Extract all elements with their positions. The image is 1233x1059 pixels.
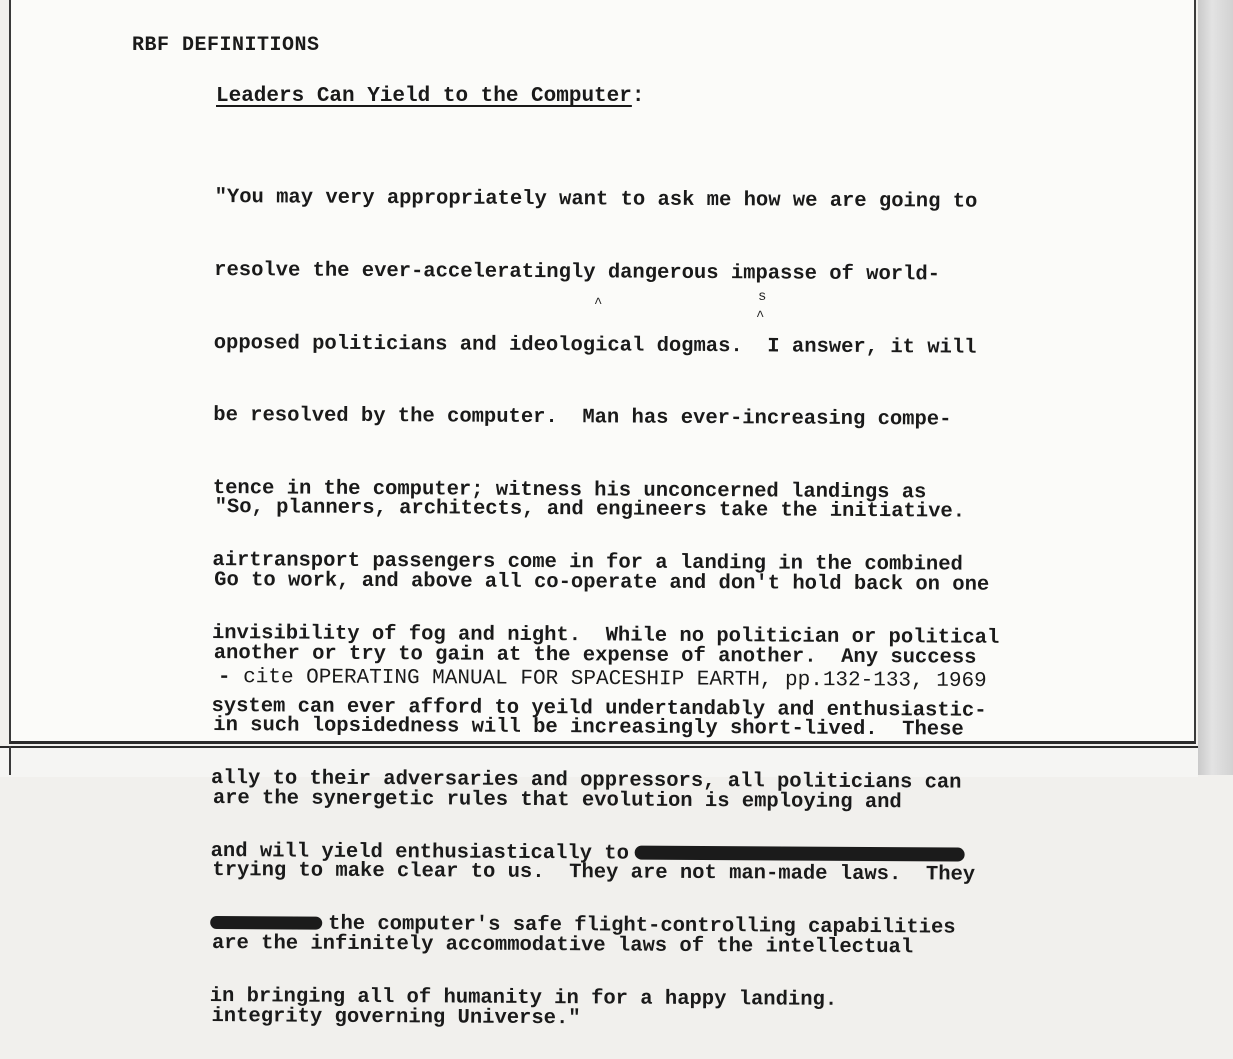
paragraph-line: integrity governing Universe.": [211, 1004, 581, 1030]
paragraph-line: "So, planners, architects, and engineers take the initiative.: [214, 496, 966, 524]
paragraph-line: Go to work, and above all co-operate and don't hold back on one: [214, 568, 990, 597]
document-header: RBF DEFINITIONS: [132, 34, 320, 57]
handwritten-caret: ^: [594, 296, 603, 312]
paragraph-line: invisibility of fog and night. While no politician or political: [211, 621, 1000, 650]
paragraph-line: another or try to gain at the expense of another. Any success: [213, 641, 977, 670]
paragraph-line: in bringing all of humanity in for a happy landing.: [209, 984, 838, 1012]
citation-dash: -: [217, 666, 244, 690]
paragraph-line: tence in the computer; witness his unconcerned landings as: [212, 476, 927, 505]
paragraph-line: ally to their adversaries and oppressors, all politicians can: [211, 767, 962, 795]
quote-paragraph-2: [211, 448, 1155, 1059]
paragraph-line: system can ever afford to yeild undertandably and enthusiastic-: [211, 694, 987, 723]
handwritten-s-insert: s: [758, 289, 767, 305]
handwritten-caret: ^: [756, 309, 765, 325]
paragraph-line: are the infinitely accommodative laws of the intellectual: [211, 931, 914, 960]
line-text: and will yield enthusiastically to: [210, 839, 629, 866]
entry-title-text: Leaders Can Yield to the Computer: [216, 85, 632, 108]
source-citation: [218, 666, 987, 693]
paragraph-line: trying to make clear to us. They are not man-made laws. They: [212, 859, 976, 888]
paragraph-line: airtransport passengers come in for a landing in the combined: [212, 549, 963, 577]
paragraph-line: resolve the ever-acceleratingly dangerous impasse of world-: [214, 258, 941, 287]
paragraph-line: are the synergetic rules that evolution is employing and: [212, 786, 902, 814]
scan-shadow-edge: [1198, 0, 1233, 775]
entry-title: [216, 85, 644, 108]
paragraph-line: opposed politicians and ideological dogmas. I answer, it will: [213, 331, 977, 360]
citation-text: cite OPERATING MANUAL FOR SPACESHIP EARTH, pp.132-133, 1969: [243, 666, 987, 694]
line-text: the computer's safe flight-controlling capabilities: [328, 913, 956, 940]
paragraph-line: in such lopsidedness will be increasingly short-lived. These: [213, 714, 964, 742]
entry-title-colon: :: [631, 85, 645, 108]
next-card-border: [9, 746, 11, 775]
paragraph-line: be resolved by the computer. Man has ever-increasing compe-: [213, 404, 952, 432]
paragraph-line: "You may very appropriately want to ask me how we are going to: [214, 186, 978, 215]
